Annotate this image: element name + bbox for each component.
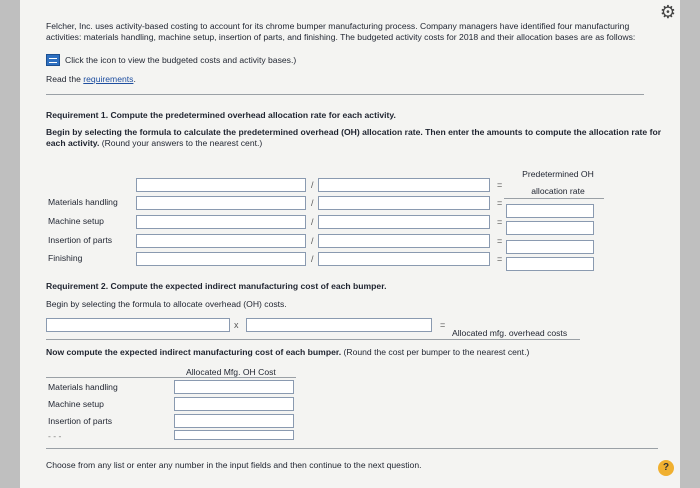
requirement-1-instructions-note: (Round your answers to the nearest cent.) bbox=[99, 138, 263, 148]
view-data-link[interactable]: Click the icon to view the budgeted costs and activity bases.) bbox=[65, 55, 297, 65]
finishing-denominator-input[interactable] bbox=[318, 252, 490, 266]
insertion-rate-input[interactable] bbox=[506, 240, 594, 254]
oh-rate-header-line2: allocation rate bbox=[531, 186, 585, 196]
materials-handling-cost-input[interactable] bbox=[174, 380, 294, 394]
gear-icon[interactable]: ⚙ bbox=[659, 2, 676, 22]
insertion-cost-input[interactable] bbox=[174, 414, 294, 428]
multiply-symbol: x bbox=[234, 320, 239, 330]
requirement-1-instructions-bold: Begin by selecting the formula to calculate the predetermined overhead (OH) allocation rate. Then enter the amounts to compute the allocation rate for each activity. bbox=[46, 127, 662, 148]
finishing-rate-input[interactable] bbox=[506, 257, 594, 271]
equals-symbol: = bbox=[497, 254, 503, 264]
question-panel bbox=[20, 0, 680, 488]
row-label-materials-handling: Materials handling bbox=[48, 197, 118, 207]
machine-setup-rate-input[interactable] bbox=[506, 221, 594, 235]
equals-symbol: = bbox=[497, 217, 503, 227]
equals-symbol: = bbox=[497, 236, 503, 246]
row-label-finishing: Finishing bbox=[48, 253, 83, 263]
req1-formula-denominator-select[interactable] bbox=[318, 178, 490, 192]
footer-divider bbox=[46, 448, 658, 449]
req2-formula-right-select[interactable] bbox=[246, 318, 432, 332]
table-header-underline bbox=[46, 377, 296, 378]
requirement-2-title: Requirement 2. Compute the expected indirect manufacturing cost of each bumper. bbox=[46, 281, 387, 291]
divide-symbol: / bbox=[311, 217, 314, 227]
divide-symbol: / bbox=[311, 180, 314, 190]
req2-row-materials-handling: Materials handling bbox=[48, 382, 118, 392]
read-suffix: . bbox=[133, 74, 136, 84]
requirement-2-instructions: Begin by selecting the formula to allocate overhead (OH) costs. bbox=[46, 299, 287, 309]
equals-symbol: = bbox=[497, 198, 503, 208]
req2-compute-note: (Round the cost per bumper to the nearest cent.) bbox=[341, 347, 530, 357]
row-label-machine-setup: Machine setup bbox=[48, 216, 104, 226]
materials-handling-denominator-input[interactable] bbox=[318, 196, 490, 210]
materials-handling-numerator-input[interactable] bbox=[136, 196, 306, 210]
insertion-denominator-input[interactable] bbox=[318, 234, 490, 248]
table-grid-icon[interactable] bbox=[46, 54, 60, 66]
machine-setup-denominator-input[interactable] bbox=[318, 215, 490, 229]
oh-rate-header-underline bbox=[504, 198, 604, 199]
req2-partial-row: - - - bbox=[48, 431, 62, 441]
finishing-numerator-input[interactable] bbox=[136, 252, 306, 266]
partial-row-cost-input[interactable] bbox=[174, 430, 294, 440]
divider bbox=[46, 94, 644, 95]
read-prefix: Read the bbox=[46, 74, 84, 84]
formula-result-label: Allocated mfg. overhead costs bbox=[452, 328, 568, 338]
req2-row-insertion-of-parts: Insertion of parts bbox=[48, 416, 113, 426]
requirements-link[interactable]: requirements bbox=[83, 74, 134, 84]
equals-symbol: = bbox=[497, 180, 503, 190]
formula-underline bbox=[46, 339, 580, 340]
intro-text: Felcher, Inc. uses activity-based costing to account for its chrome bumper manufacturing process. Company managers have identified four manufacturing activities: materials handling, machine setup, insertion of parts, and finishing. The budgeted activity costs for 2018 and their allocation bases are as follows: bbox=[46, 21, 636, 42]
req2-row-machine-setup: Machine setup bbox=[48, 399, 104, 409]
requirement-1-title: Requirement 1. Compute the predetermined overhead allocation rate for each activity. bbox=[46, 110, 396, 120]
divide-symbol: / bbox=[311, 198, 314, 208]
help-icon[interactable]: ? bbox=[658, 460, 674, 476]
footer-instruction: Choose from any list or enter any number in the input fields and then continue to the next question. bbox=[46, 460, 422, 470]
read-requirements-line bbox=[46, 74, 136, 85]
equals-symbol: = bbox=[440, 320, 446, 330]
allocated-oh-header: Allocated Mfg. OH Cost bbox=[186, 367, 276, 377]
row-label-insertion-of-parts: Insertion of parts bbox=[48, 235, 113, 245]
req2-compute-instructions bbox=[46, 347, 529, 358]
materials-handling-rate-input[interactable] bbox=[506, 204, 594, 218]
req1-formula-numerator-select[interactable] bbox=[136, 178, 306, 192]
oh-rate-header-line1: Predetermined OH bbox=[522, 169, 594, 179]
req2-compute-bold: Now compute the expected indirect manufacturing cost of each bumper. bbox=[46, 347, 342, 357]
divide-symbol: / bbox=[311, 254, 314, 264]
req2-formula-left-select[interactable] bbox=[46, 318, 230, 332]
insertion-numerator-input[interactable] bbox=[136, 234, 306, 248]
divide-symbol: / bbox=[311, 236, 314, 246]
machine-setup-numerator-input[interactable] bbox=[136, 215, 306, 229]
machine-setup-cost-input[interactable] bbox=[174, 397, 294, 411]
requirement-1-instructions bbox=[46, 127, 676, 149]
